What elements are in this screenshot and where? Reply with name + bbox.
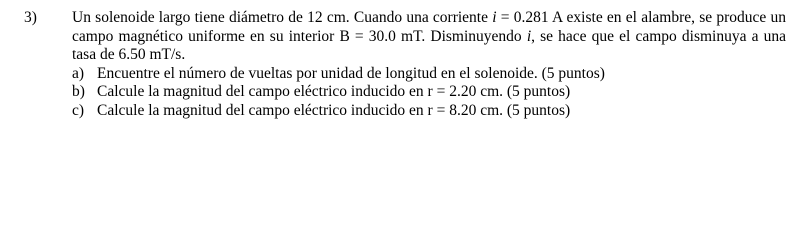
current-variable: i: [526, 27, 532, 45]
subquestion-text: Encuentre el número de vueltas por unidad de longitud en el solenoide. (5 puntos): [97, 64, 605, 82]
problem-header: [24, 9, 786, 65]
statement-part-2: = 0.281 A existe en el alambre, se produce un campo magnético uniforme en su interior B = 30.0 mT. Disminuyendo: [72, 9, 786, 45]
problem-statement: [72, 9, 786, 65]
subquestion-text: Calcule la magnitud del campo eléctrico inducido en r = 2.20 cm. (5 puntos): [97, 83, 571, 100]
statement-part-3: , se hace que el campo disminuya a una tasa de 6.50 mT/s.: [72, 27, 787, 63]
problem-number: 3): [24, 9, 37, 26]
subquestion-list: [24, 65, 786, 121]
subquestion-letter: c): [72, 101, 85, 119]
subquestion-letter: a): [72, 64, 85, 82]
current-variable: i: [492, 9, 497, 26]
subquestion-b: [72, 83, 786, 102]
subquestion-a: [72, 65, 786, 84]
statement-part-1: Un solenoide largo tiene diámetro de 12 cm. Cuando una corriente: [72, 9, 493, 26]
subquestion-letter: b): [72, 83, 85, 100]
problem-3: [24, 9, 786, 120]
subquestion-text: Calcule la magnitud del campo eléctrico inducido en r = 8.20 cm. (5 puntos): [97, 101, 571, 119]
subquestion-c: [72, 102, 786, 121]
